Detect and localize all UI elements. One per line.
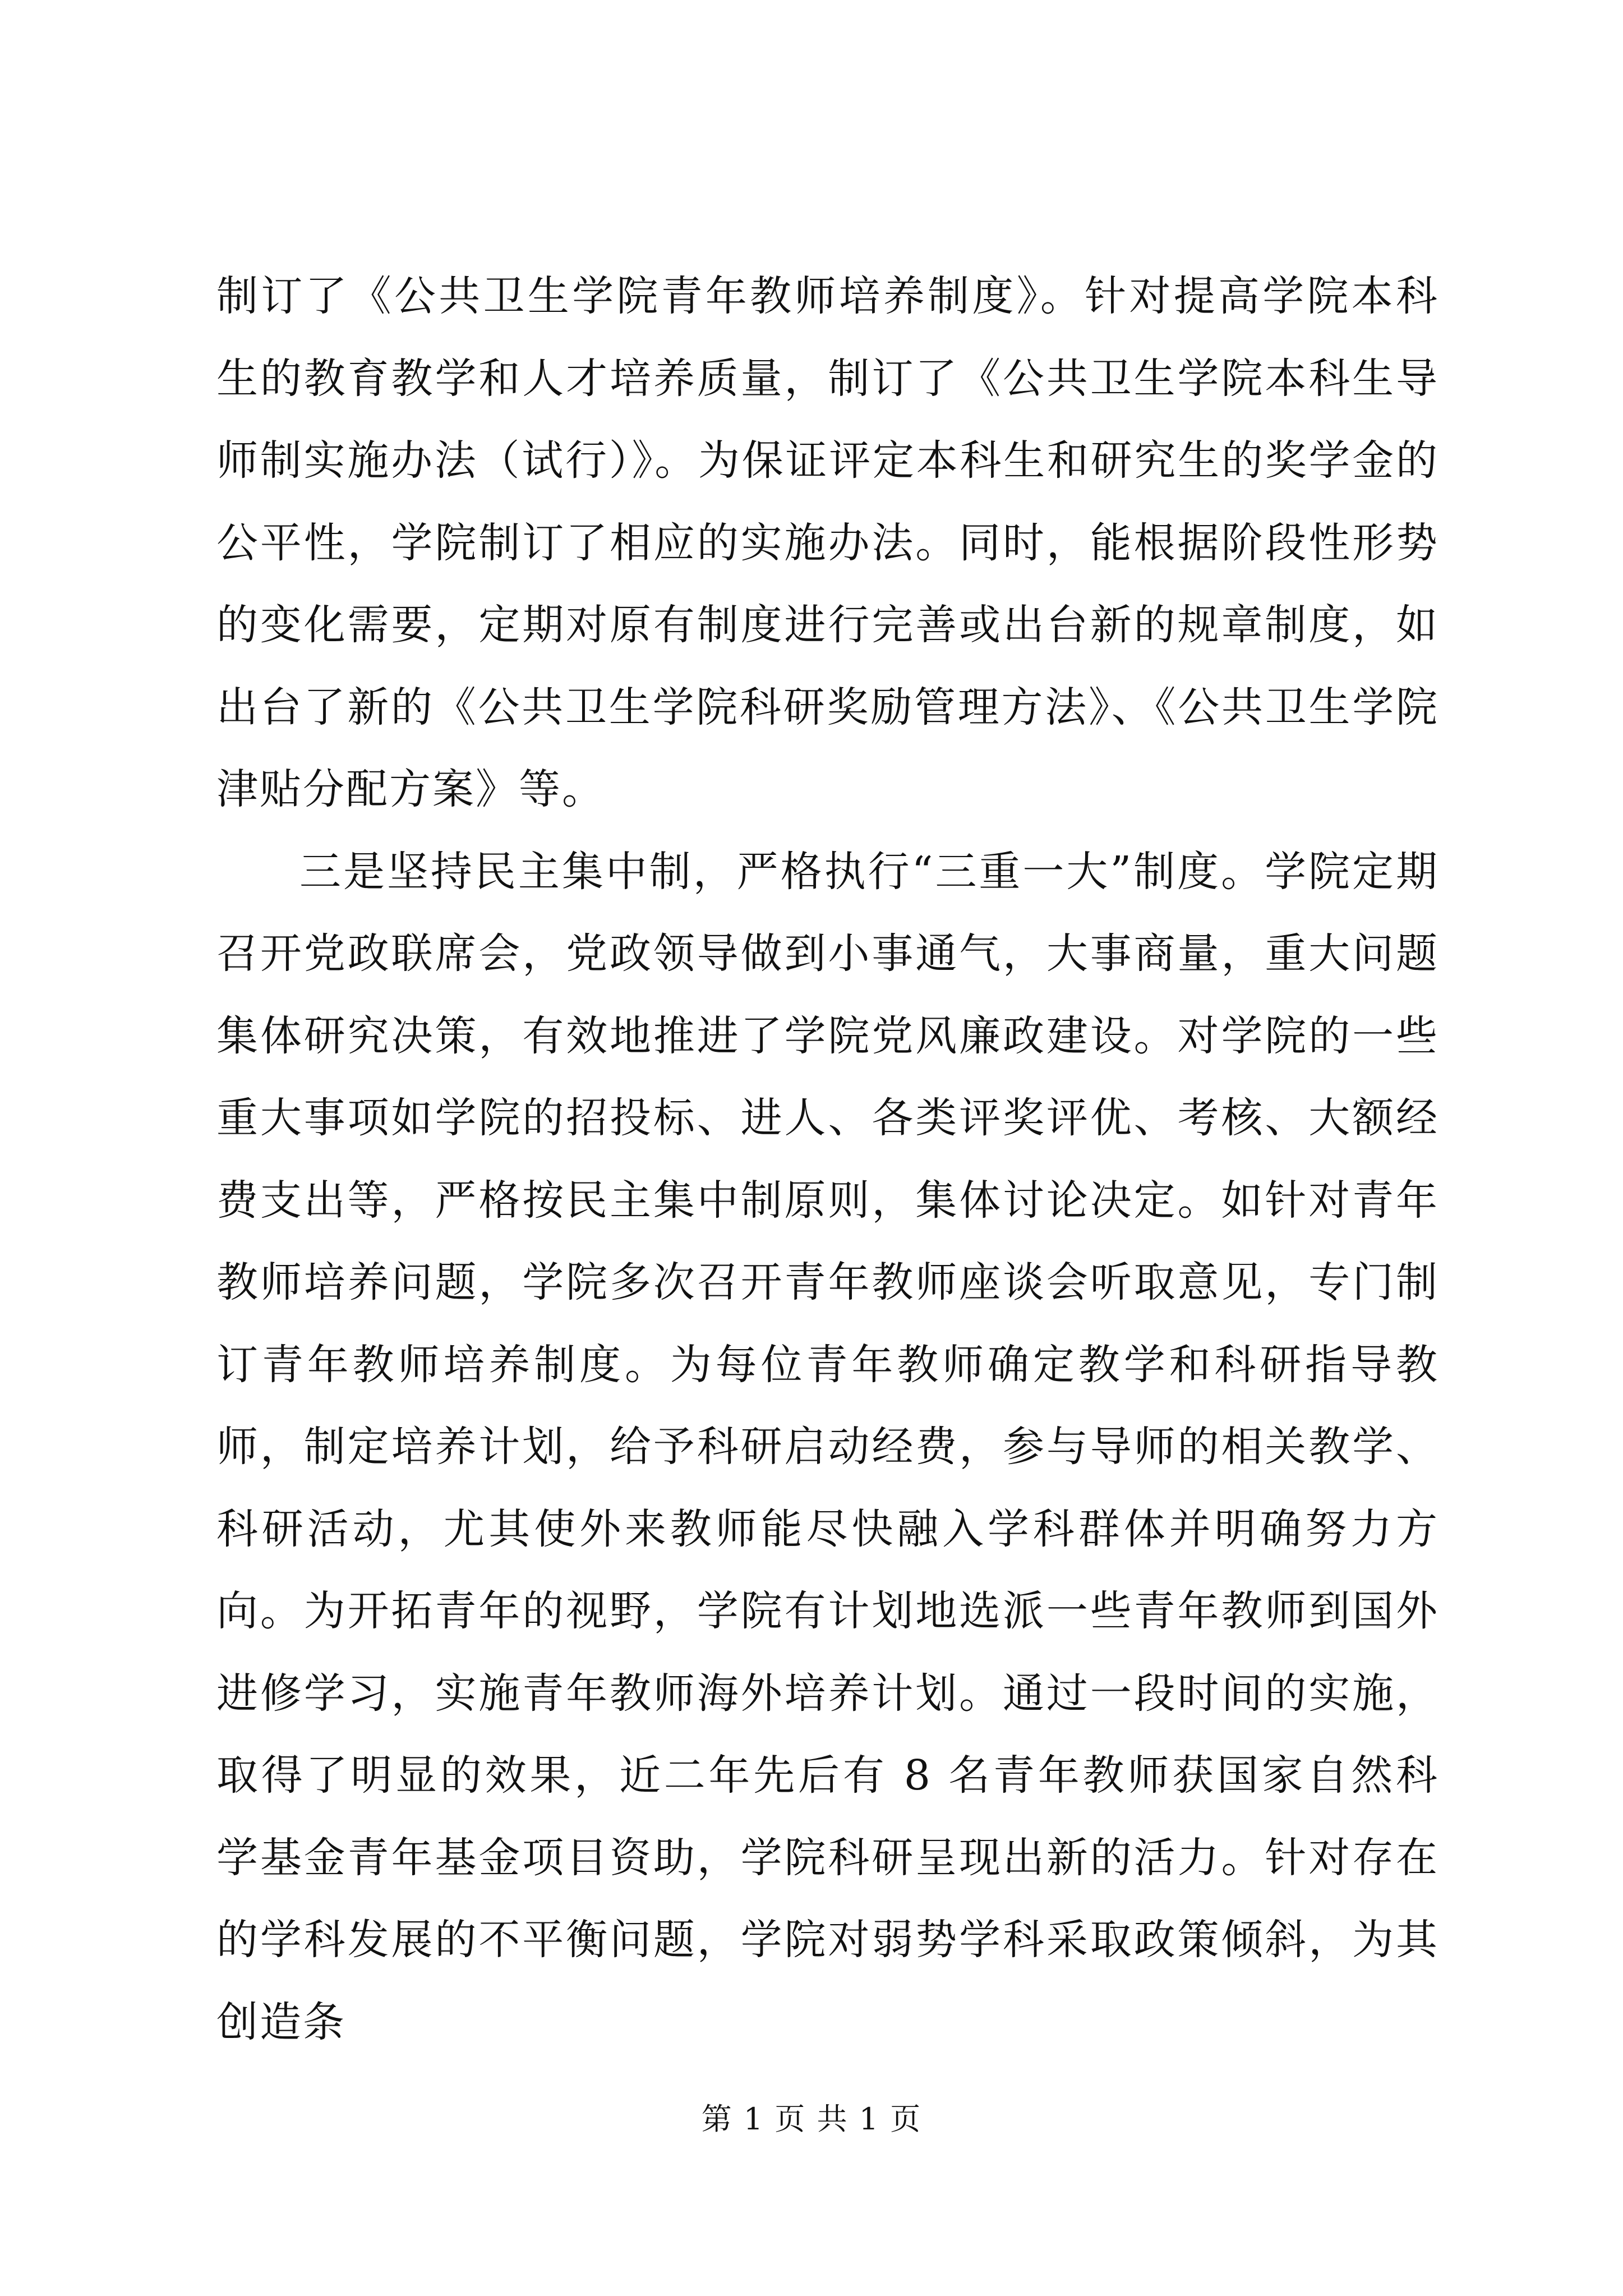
document-body: [216, 255, 1439, 2063]
paragraph-three: 三是坚持民主集中制，严格执行“三重一大”制度。学院定期召开党政联席会，党政领导做到小事通气，大事商量，重大问题集体研究决策，有效地推进了学院党风廉政建设。对学院的一些重大事项如学院的招投标、进人、各类评奖评优、考核、大额经费支出等，严格按民主集中制原则，集体讨论决定。如针对青年教师培养问题，学院多次召开青年教师座谈会听取意见，专门制订青年教师培养制度。为每位青年教师确定教学和科研指导教师，制定培养计划，给予科研启动经费，参与导师的相关教学、科研活动，尤其使外来教师能尽快融入学科群体并明确努力方向。为开拓青年的视野，学院有计划地选派一些青年教师到国外进修学习，实施青年教师海外培养计划。通过一段时间的实施，取得了明显的效果，近二年先后有 8 名青年教师获国家自然科学基金青年基金项目资助，学院科研呈现出新的活力。针对存在的学科发展的不平衡问题，学院对弱势学科采取政策倾斜，为其创造条: [216, 847, 1439, 2046]
page-footer: 第 1 页 共 1 页: [701, 2101, 922, 2137]
paragraph-continued: 制订了《公共卫生学院青年教师培养制度》。针对提高学院本科生的教育教学和人才培养质量，制订了《公共卫生学院本科生导师制实施办法（试行）》。为保证评定本科生和研究生的奖学金的公平性，学院制订了相应的实施办法。同时，能根据阶段性形势的变化需要，定期对原有制度进行完善或出台新的规章制度，如出台了新的《公共卫生学院科研奖励管理方法》、《公共卫生学院津贴分配方案》等。: [216, 272, 1439, 813]
